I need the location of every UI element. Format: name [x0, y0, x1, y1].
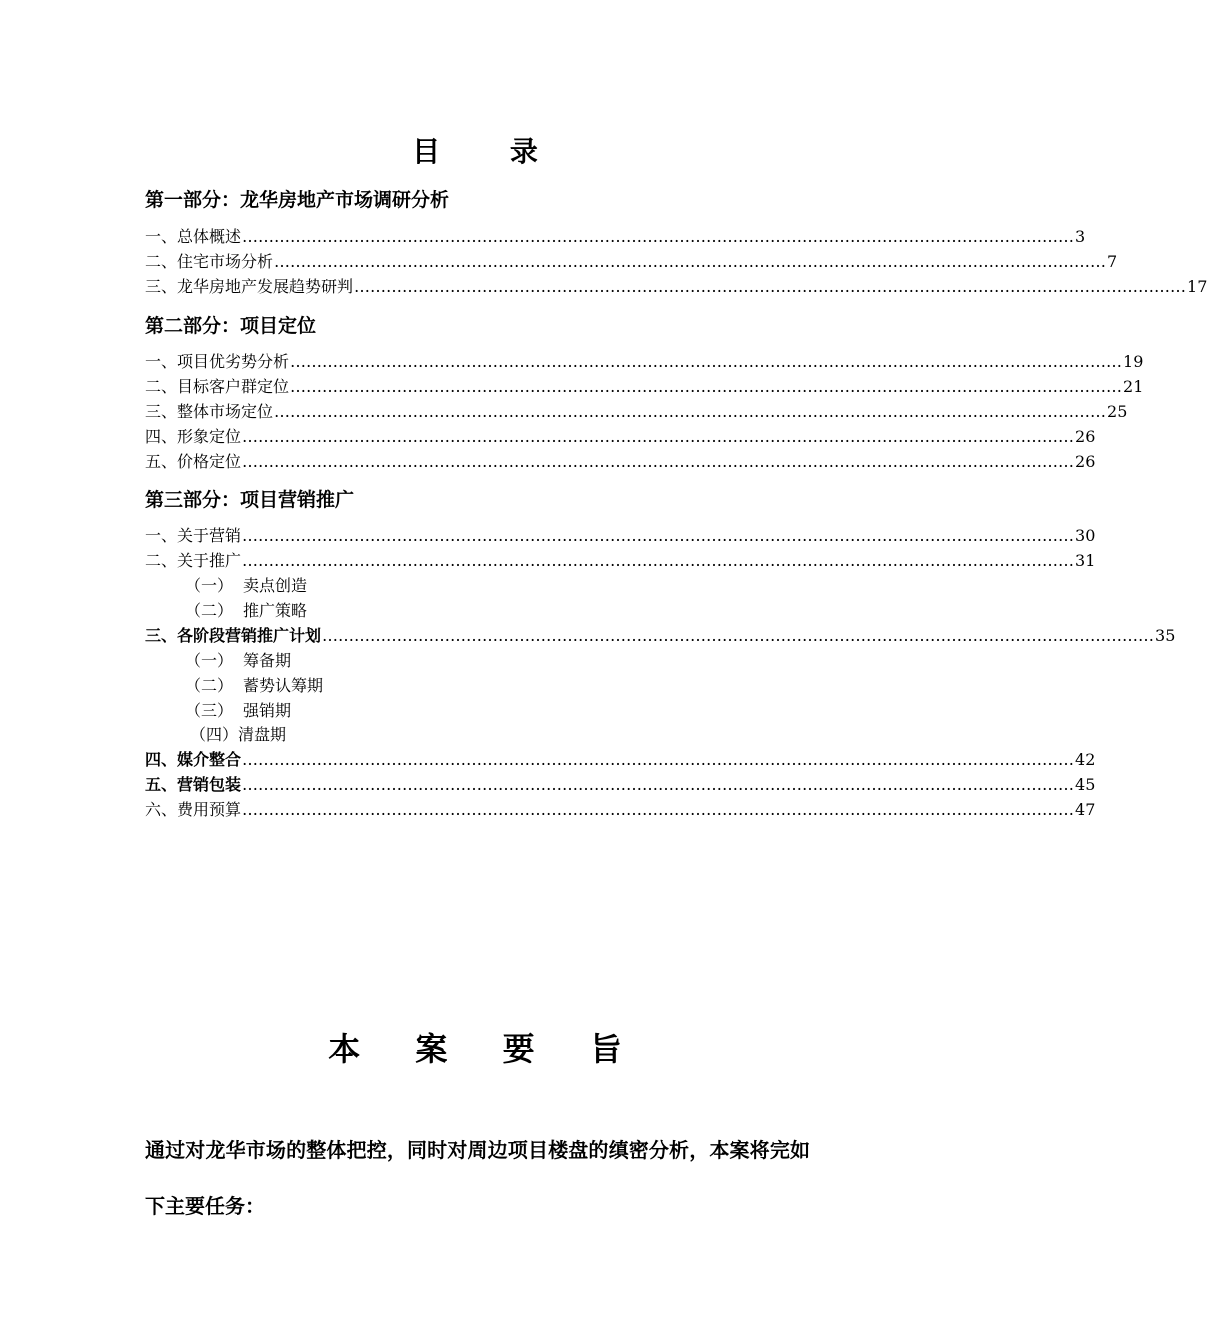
toc-sub-entry[interactable] — [185, 649, 291, 673]
entry-number: 二、 — [145, 551, 178, 570]
toc-sub-entry[interactable] — [185, 574, 307, 598]
dot-leader: ………………………………………………………………………………………………………………………………………… — [354, 277, 1187, 296]
toc-sub-entry[interactable] — [185, 699, 291, 723]
toc-entry[interactable] — [145, 773, 1096, 797]
entry-page-number: 26 — [1075, 452, 1096, 471]
sub-entry-number: （三） — [185, 701, 234, 720]
sub-entry-label: 蓄势认筹期 — [243, 676, 324, 695]
sub-entry-number: （一） — [185, 576, 234, 595]
sub-entry-label: 强销期 — [243, 701, 292, 720]
toc-entry[interactable] — [145, 524, 1096, 548]
entry-label: 住宅市场分析 — [177, 252, 274, 271]
entry-label: 整体市场定位 — [177, 402, 274, 421]
entry-label: 费用预算 — [177, 800, 242, 819]
sub-entry-label: （四）清盘期 — [190, 725, 287, 744]
part-one-heading: 第一部分：龙华房地产市场调研分析 — [145, 189, 450, 211]
entry-page-number: 7 — [1107, 252, 1118, 271]
dot-leader: ………………………………………………………………………………………………………………………………………… — [290, 352, 1123, 371]
dot-leader: ………………………………………………………………………………………………………………………………………… — [322, 626, 1155, 645]
entry-label: 各阶段营销推广计划 — [177, 626, 322, 645]
dot-leader: ………………………………………………………………………………………………………………………………………… — [274, 402, 1107, 421]
sub-entry-label: 推广策略 — [243, 601, 308, 620]
entry-page-number: 26 — [1075, 427, 1096, 446]
toc-sub-entry[interactable] — [185, 674, 323, 698]
sub-entry-number: （二） — [185, 676, 234, 695]
dot-leader: ………………………………………………………………………………………………………………………………………… — [290, 377, 1123, 396]
summary-paragraph: 通过对龙华市场的整体把控，同时对周边项目楼盘的缜密分析，本案将完如下主要任务： — [145, 1138, 810, 1218]
dot-leader: ………………………………………………………………………………………………………………………………………… — [274, 252, 1107, 271]
sub-entry-number: （二） — [185, 601, 234, 620]
sub-entry-label: 筹备期 — [243, 651, 292, 670]
entry-page-number: 31 — [1075, 551, 1096, 570]
entry-number: 五、 — [145, 452, 178, 471]
toc-entry[interactable] — [145, 225, 1086, 249]
entry-number: 五、 — [145, 775, 178, 794]
entry-number: 六、 — [145, 800, 178, 819]
toc-entry[interactable] — [145, 450, 1096, 474]
dot-leader: ………………………………………………………………………………………………………………………………………… — [242, 750, 1075, 769]
entry-label: 龙华房地产发展趋势研判 — [177, 277, 354, 296]
toc-sub-entry[interactable] — [190, 723, 286, 747]
summary-title: 本 案 要 旨 — [328, 1030, 644, 1068]
part-two-heading: 第二部分：项目定位 — [145, 315, 317, 337]
dot-leader: ………………………………………………………………………………………………………………………………………… — [242, 800, 1075, 819]
entry-label: 关于营销 — [177, 526, 242, 545]
entry-page-number: 19 — [1123, 352, 1144, 371]
entry-page-number: 3 — [1075, 227, 1086, 246]
toc-title: 目 录 — [412, 135, 568, 168]
toc-entry[interactable] — [145, 350, 1144, 374]
entry-label: 营销包装 — [177, 775, 242, 794]
entry-page-number: 42 — [1075, 750, 1096, 769]
entry-label: 项目优劣势分析 — [177, 352, 290, 371]
toc-entry[interactable] — [145, 250, 1118, 274]
dot-leader: ………………………………………………………………………………………………………………………………………… — [242, 427, 1075, 446]
entry-label: 目标客户群定位 — [177, 377, 290, 396]
toc-entry[interactable] — [145, 624, 1176, 648]
entry-number: 二、 — [145, 252, 178, 271]
entry-number: 四、 — [145, 427, 178, 446]
entry-number: 四、 — [145, 750, 178, 769]
toc-entry[interactable] — [145, 400, 1128, 424]
toc-sub-entry[interactable] — [185, 599, 307, 623]
toc-entry[interactable] — [145, 748, 1096, 772]
entry-number: 三、 — [145, 402, 178, 421]
toc-entry[interactable] — [145, 375, 1144, 399]
entry-page-number: 45 — [1075, 775, 1096, 794]
sub-entry-number: （一） — [185, 651, 234, 670]
entry-number: 一、 — [145, 227, 178, 246]
entry-number: 三、 — [145, 626, 178, 645]
toc-entry[interactable] — [145, 798, 1096, 822]
dot-leader: ………………………………………………………………………………………………………………………………………… — [242, 227, 1075, 246]
toc-entry[interactable] — [145, 549, 1096, 573]
entry-number: 三、 — [145, 277, 178, 296]
entry-label: 总体概述 — [177, 227, 242, 246]
entry-label: 媒介整合 — [177, 750, 242, 769]
entry-page-number: 35 — [1155, 626, 1176, 645]
toc-entry[interactable] — [145, 425, 1096, 449]
entry-page-number: 47 — [1075, 800, 1096, 819]
entry-number: 二、 — [145, 377, 178, 396]
entry-page-number: 25 — [1107, 402, 1128, 421]
entry-page-number: 30 — [1075, 526, 1096, 545]
dot-leader: ………………………………………………………………………………………………………………………………………… — [242, 452, 1075, 471]
dot-leader: ………………………………………………………………………………………………………………………………………… — [242, 775, 1075, 794]
dot-leader: ………………………………………………………………………………………………………………………………………… — [242, 551, 1075, 570]
entry-number: 一、 — [145, 526, 178, 545]
sub-entry-label: 卖点创造 — [243, 576, 308, 595]
entry-number: 一、 — [145, 352, 178, 371]
entry-page-number: 21 — [1123, 377, 1144, 396]
toc-entry[interactable] — [145, 275, 1207, 299]
part-three-heading: 第三部分：项目营销推广 — [145, 489, 355, 511]
dot-leader: ………………………………………………………………………………………………………………………………………… — [242, 526, 1075, 545]
entry-page-number: 17 — [1187, 277, 1207, 296]
entry-label: 关于推广 — [177, 551, 242, 570]
entry-label: 形象定位 — [177, 427, 242, 446]
entry-label: 价格定位 — [177, 452, 242, 471]
